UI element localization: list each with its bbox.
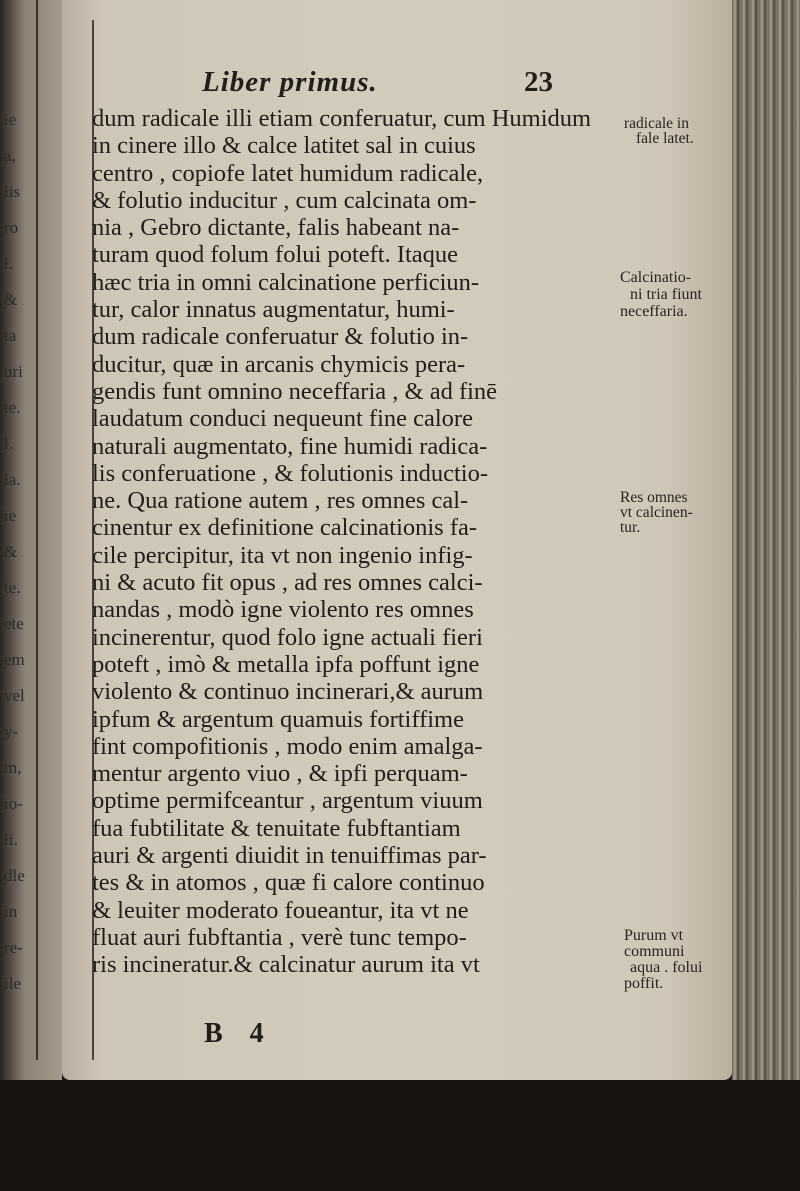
marginal-line: Calcinatio-	[620, 269, 692, 286]
left-page-fragment-text: li.	[4, 830, 18, 849]
marginal-line: radicale in	[624, 115, 689, 132]
left-page-fragment-text: ie	[4, 110, 17, 129]
signature-mark: B 4	[204, 1018, 274, 1049]
text-line: gendis funt omnino neceffaria , & ad finē	[92, 377, 498, 405]
left-page-fragment-text: vel	[4, 686, 25, 705]
book-page	[62, 0, 732, 1080]
text-line: & leuiter moderato foueantur, ita vt ne	[92, 896, 469, 924]
left-page-fragment-text: em	[4, 650, 25, 669]
marginal-line: Purum vt	[624, 927, 684, 944]
marginal-line: communi	[624, 943, 685, 960]
left-page-fragment-text: lis	[4, 182, 21, 201]
left-page-fragment-text: a,	[4, 146, 16, 165]
text-line: tes & in atomos , quæ fi calore continuo	[92, 869, 485, 897]
marginal-line: aqua . folui	[630, 959, 703, 976]
text-line: dum radicale conferuatur & folutio in-	[92, 323, 469, 351]
left-page-fragment-text: ile	[4, 974, 21, 993]
text-line: ducitur, quæ in arcanis chymicis pera-	[92, 350, 466, 378]
page-number: 23	[524, 66, 553, 98]
text-line: laudatum conduci nequeunt fine calore	[92, 405, 473, 433]
left-page-fragment-text: te.	[4, 398, 21, 417]
text-line: cile percipitur, ita vt non ingenio infig-	[92, 541, 473, 569]
marginal-note-2	[620, 269, 702, 320]
left-page-rule	[36, 0, 38, 1060]
text-line: tur, calor innatus augmentatur, humi-	[92, 296, 455, 324]
left-page-fragment-text: uri	[4, 362, 23, 381]
page-header	[202, 66, 602, 96]
text-line: ne. Qua ratione autem , res omnes cal-	[92, 487, 469, 515]
text-line: lis conferuatione , & folutionis inductio-	[92, 459, 489, 487]
left-page-fragment-text: re-	[4, 938, 23, 957]
left-page-fragment	[0, 0, 62, 1191]
book-page-edges	[732, 0, 800, 1080]
left-page-fragment-text: dle	[4, 866, 25, 885]
text-line: poteft , imò & metalla ipfa poffunt igne	[92, 650, 480, 678]
marginal-line: poffit.	[624, 975, 664, 992]
left-page-fragment-text: in	[4, 902, 18, 921]
text-line: & folutio inducitur , cum calcinata om-	[92, 186, 477, 214]
left-page-fragment-text: l.	[4, 254, 13, 273]
marginal-line: neceffaria.	[620, 303, 688, 320]
marginal-note-3	[620, 490, 693, 535]
marginal-line: Res omnes	[620, 489, 688, 506]
text-line: in cinere illo & calce latitet sal in cuius	[92, 132, 476, 160]
text-line: turam quod folum folui poteft. Itaque	[92, 241, 459, 269]
text-line: cinentur ex definitione calcinationis fa-	[92, 514, 478, 542]
left-page-fragment-text: m,	[4, 758, 22, 777]
text-line: mentur argento viuo , & ipfi perquam-	[92, 760, 468, 788]
text-line: fluat auri fubftantia , verè tunc tempo-	[92, 923, 467, 951]
text-line: nia , Gebro dictante, falis habeant na-	[92, 214, 460, 242]
text-line: centro , copiofe latet humidum radicale,	[92, 159, 484, 187]
left-page-fragment-text: io-	[4, 794, 23, 813]
running-title: Liber primus.	[202, 66, 378, 98]
text-line: naturali augmentato, fine humidi radica-	[92, 432, 488, 460]
body-text	[92, 105, 612, 979]
marginal-note-1	[624, 116, 694, 146]
text-line: hæc tria in omni calcinatione perficiun-	[92, 268, 480, 296]
text-line: dum radicale illi etiam conferuatur, cum Humidum	[92, 105, 592, 132]
left-page-fragment-text: l.	[4, 434, 13, 453]
left-page-fragment-text: &	[4, 542, 18, 561]
text-line: auri & argenti diuidit in tenuiffimas par-	[92, 842, 487, 870]
text-line: violento & continuo incinerari,& aurum	[92, 678, 484, 706]
text-line: optime permifceantur , argentum viuum	[92, 787, 483, 815]
marginal-note-4	[624, 928, 702, 992]
marginal-line: tur.	[620, 519, 641, 536]
text-line: ris incineratur.& calcinatur aurum ita vt	[92, 951, 480, 979]
left-page-fragment-text: ta	[4, 326, 17, 345]
marginal-line: ni tria fiunt	[630, 286, 702, 303]
left-page-fragment-text: te.	[4, 578, 21, 597]
left-page-fragment-text: la.	[4, 470, 21, 489]
background-shadow	[0, 1080, 800, 1191]
left-page-fragment-text: &	[4, 290, 18, 309]
left-page-fragment-text: ete	[4, 614, 24, 633]
text-line: ipfum & argentum quamuis fortiffime	[92, 705, 464, 733]
marginal-line: vt calcinen-	[620, 504, 693, 521]
left-page-fragment-text: ie	[4, 506, 17, 525]
text-line: incinerentur, quod folo igne actuali fieri	[92, 623, 483, 651]
text-line: fua fubtilitate & tenuitate fubftantiam	[92, 814, 461, 842]
text-line: fint compofitionis , modo enim amalga-	[92, 732, 483, 760]
marginal-line: fale latet.	[636, 130, 694, 147]
left-page-fragment-text: ro	[4, 218, 19, 237]
text-line: ni & acuto fit opus , ad res omnes calci-	[92, 569, 483, 597]
text-line: nandas , modò igne violento res omnes	[92, 596, 474, 624]
left-page-fragment-text: y-	[4, 722, 19, 741]
